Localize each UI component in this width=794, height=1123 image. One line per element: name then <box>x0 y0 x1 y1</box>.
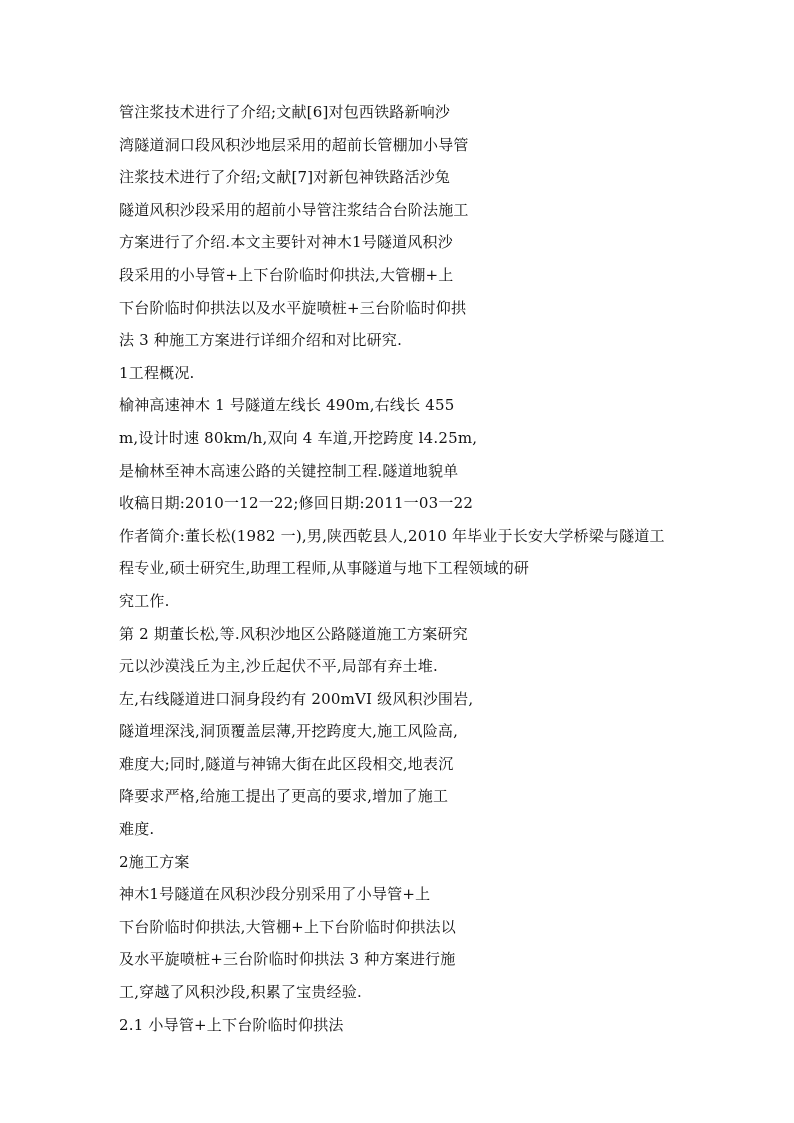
text-line: 隧道埋深浅,洞顶覆盖层薄,开挖跨度大,施工风险高, <box>119 722 459 741</box>
text-line: 元以沙漠浅丘为主,沙丘起伏不平,局部有弃土堆. <box>119 657 438 676</box>
text-line: 神木1号隧道在风积沙段分别采用了小导管+上 <box>119 885 431 904</box>
text-line: 注浆技术进行了介绍;文献[7]对新包神铁路活沙兔 <box>119 168 451 187</box>
section-heading: 1工程概况. <box>119 363 195 382</box>
text-line: 是榆林至神木高速公路的关键控制工程.隧道地貌单 <box>119 461 459 480</box>
subsection-heading: 2.1 小导管+上下台阶临时仰拱法 <box>119 1015 344 1034</box>
text-line: 下台阶临时仰拱法,大管棚+上下台阶临时仰拱法以 <box>119 917 456 936</box>
text-line: 榆神高速神木 1 号隧道左线长 490m,右线长 455 <box>119 396 455 415</box>
author-bio-line: 程专业,硕士研究生,助理工程师,从事隧道与地下工程领域的研 <box>119 559 530 578</box>
text-line: 下台阶临时仰拱法以及水平旋喷桩+三台阶临时仰拱 <box>119 298 467 317</box>
text-line: 工,穿越了风积沙段,积累了宝贵经验. <box>119 983 362 1002</box>
section-heading: 2施工方案 <box>119 852 190 871</box>
text-line: 段采用的小导管+上下台阶临时仰拱法,大管棚+上 <box>119 265 454 284</box>
text-line: 法 3 种施工方案进行详细介绍和对比研究. <box>119 331 403 350</box>
author-bio-line: 究工作. <box>119 591 170 610</box>
text-line: 及水平旋喷桩+三台阶临时仰拱法 3 种方案进行施 <box>119 950 456 969</box>
text-line: 左,右线隧道进口洞身段约有 200mVI 级风积沙围岩, <box>119 689 474 708</box>
text-line: 难度. <box>119 820 155 839</box>
received-date-line: 收稿日期:2010一12一22;修回日期:2011一03一22 <box>119 494 474 513</box>
text-line: 降要求严格,给施工提出了更高的要求,增加了施工 <box>119 787 449 806</box>
text-line: 湾隧道洞口段风积沙地层采用的超前长管棚加小导管 <box>119 135 469 154</box>
document-body <box>119 96 719 1041</box>
text-line: 难度大;同时,隧道与神锦大街在此区段相交,地表沉 <box>119 754 454 773</box>
running-header-line: 第 2 期董长松,等.风积沙地区公路隧道施工方案研究 <box>119 624 468 643</box>
text-line: 方案进行了介绍.本文主要针对神木1号隧道风积沙 <box>119 233 453 252</box>
text-line: 隧道风积沙段采用的超前小导管注浆结合台阶法施工 <box>119 200 469 219</box>
text-line: 管注浆技术进行了介绍;文献[6]对包西铁路新响沙 <box>119 103 451 121</box>
text-line: m,设计时速 80km/h,双向 4 车道,开挖跨度 l4.25m, <box>119 428 478 447</box>
author-bio-line: 作者简介:董长松(1982 一),男,陕西乾县人,2010 年毕业于长安大学桥梁与隧道工 <box>119 526 665 545</box>
